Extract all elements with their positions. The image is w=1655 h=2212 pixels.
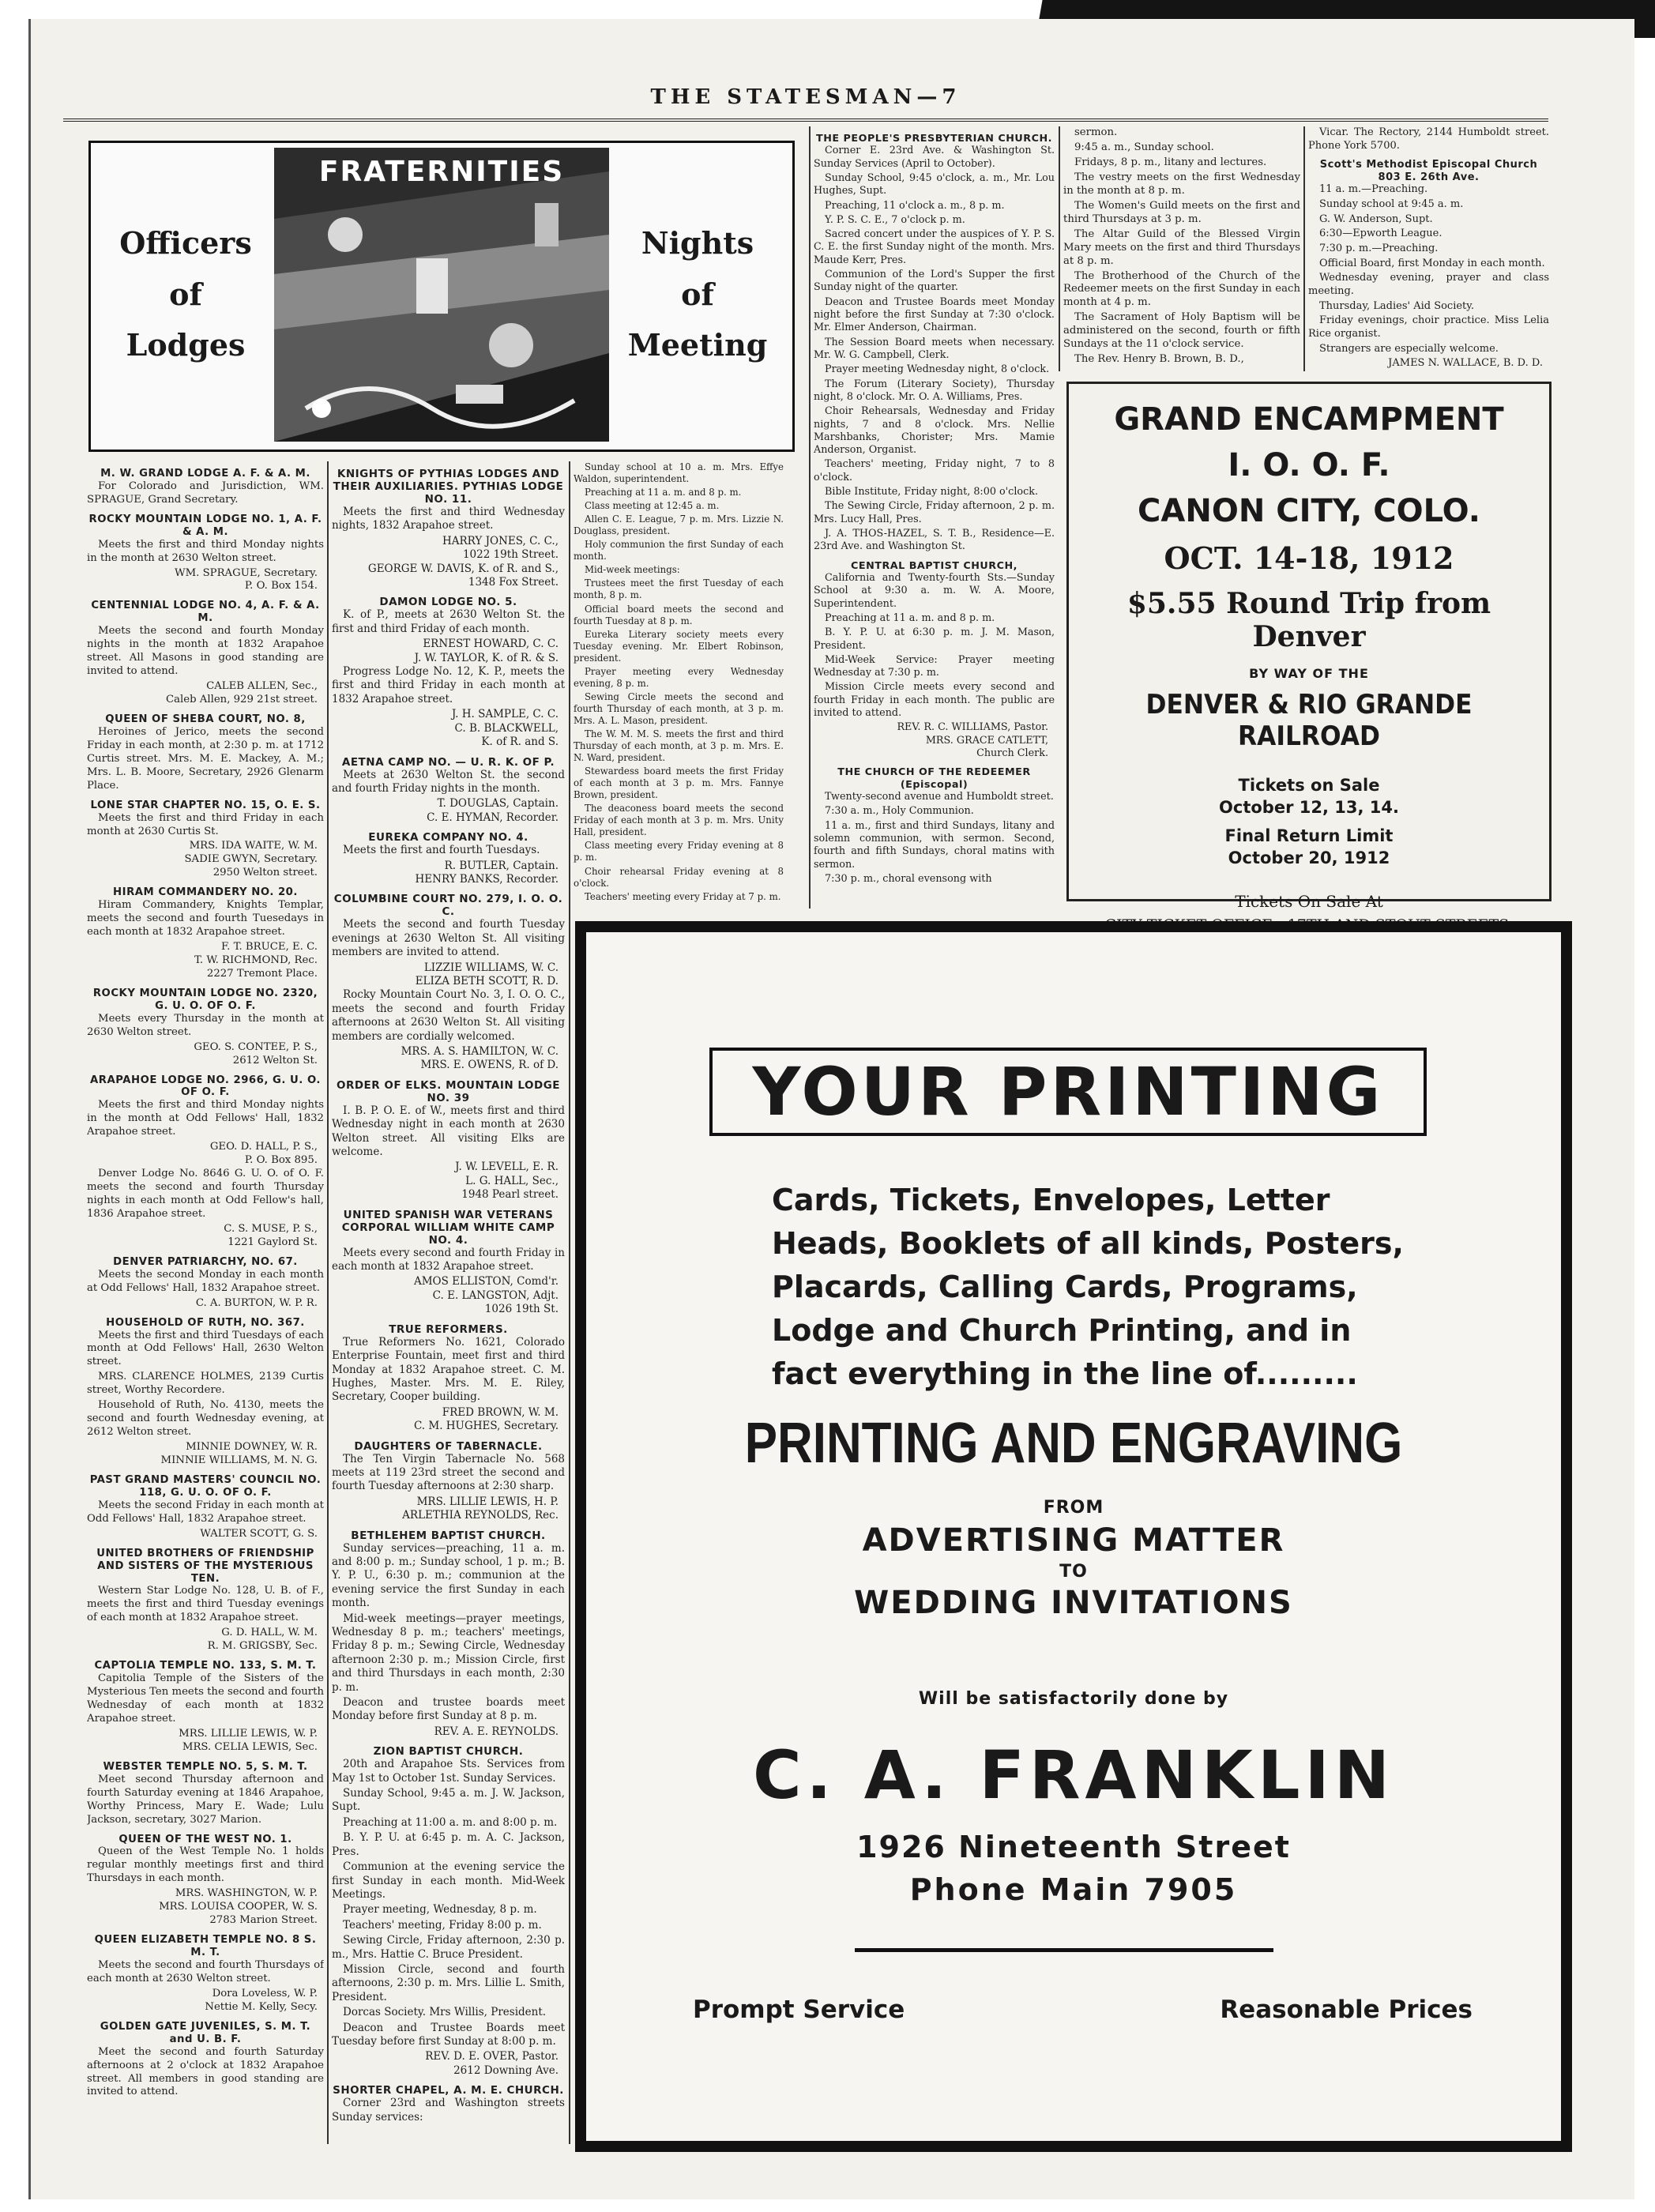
listing-signature: C. M. HUGHES, Secretary. (413, 1420, 559, 1433)
listing-signature: CALEB ALLEN, Sec., (206, 680, 318, 693)
ad-line: Final Return Limit (1224, 826, 1394, 845)
listing-text: Corner E. 23rd Ave. & Washington St. Sunday Services (April to October). (814, 145, 1055, 170)
listing-signature: REV. R. C. WILLIAMS, Pastor. (897, 721, 1048, 734)
listing-signature: G. D. HALL, W. M. (221, 1627, 318, 1639)
listing-signature: C. E. HYMAN, Recorder. (427, 811, 559, 824)
listing-text: Choir rehearsal Friday evening at 8 o'clock. (574, 865, 784, 889)
listing-text: The deaconess board meets the second Friday of each month at 3 p. m. Mrs. Unity Hall, president. (574, 803, 784, 838)
printing-satisfaction: Will be satisfactorily done by (918, 1689, 1229, 1709)
listing-signature: GEO. S. CONTEE, P. S., (194, 1040, 318, 1053)
listing-text: Mission Circle meets every second and fourth Friday in each month. The public are invited to attend. (814, 681, 1055, 720)
listing-text: The vestry meets on the first Wednesday in the month at 8 p. m. (1063, 171, 1300, 197)
listing-text: Mission Circle, second and fourth afternoons, 2:30 p. m. Mrs. Lillie L. Smith, President. (332, 1962, 565, 2003)
banner-right-line: of (681, 276, 714, 312)
listing-text: Deacon and Trustee Boards meet Monday night before the first Sunday at 7:30 o'clock. Mr. Elmer Anderson, Chairman. (814, 295, 1055, 334)
listing-text: Sunday services—preaching, 11 a. m. and 8:00 p. m.; Sunday school, 1 p. m.; B. Y. P. U., 6:30 p. m.; communion at the evening service the first Sunday in each month. (332, 1541, 565, 1610)
listing-text: 9:45 a. m., Sunday school. (1074, 141, 1214, 153)
ad-line: I. O. O. F. (1228, 447, 1390, 483)
listing-text: Meets the first and third Monday nights in the month at Odd Fellows' Hall, 1832 Arapahoe street. (87, 1099, 324, 1138)
listing-text: B. Y. P. U. at 6:30 p. m. J. M. Mason, President. (814, 626, 1055, 652)
listing-text: Official board meets the second and fourth Tuesday at 8 p. m. (574, 603, 784, 626)
listing-heading: CAPTOLIA TEMPLE NO. 133, S. M. T. (94, 1660, 317, 1672)
listing-text: For Colorado and Jurisdiction, WM. SPRAGUE, Grand Secretary. (87, 480, 324, 506)
listing-text: J. A. THOS-HAZEL, S. T. B., Residence—E. 23rd Ave. and Washington St. (814, 528, 1055, 553)
listing-text: Meets the second and fourth Monday nights in the month at 1832 Arapahoe street. All Masons in good standing are invited to attend. (87, 625, 324, 678)
listing-text: Hiram Commandery, Knights Templar, meets the second and fourth Tuesedays in each month at 1832 Arapahoe street. (87, 899, 324, 939)
listing-text: sermon. (1074, 126, 1118, 138)
listing-signature: MRS. GRACE CATLETT, (925, 734, 1048, 747)
listing-text: Meets the second Monday in each month at Odd Fellows' Hall, 1832 Arapahoe street. (87, 1268, 324, 1294)
listing-signature: T. W. RICHMOND, Rec. (194, 954, 318, 967)
listing-text: California and Twenty-fourth Sts.—Sunday School at 9:30 a. m. W. A. Moore, Superintendent. (814, 571, 1055, 610)
listing-text: G. W. Anderson, Supt. (1319, 213, 1433, 225)
listing-text: Communion of the Lord's Supper the first Sunday night of the quarter. (814, 269, 1055, 294)
listing-text: Prayer meeting every Wednesday evening, 8 p. m. (574, 665, 784, 689)
listing-text: Teachers' meeting, Friday night, 7 to 8 o'clock. (814, 458, 1055, 483)
listing-heading: M. W. GRAND LODGE A. F. & A. M. (100, 468, 310, 480)
listing-text: True Reformers No. 1621, Colorado Enterprise Fountain, meet first and third Monday at 1832 Arapahoe street. C. M. Hughes, Master. Mrs. M. E. Riley, Secretary, Cooper building. (332, 1335, 565, 1404)
listing-signature: REV. D. E. OVER, Pastor. (425, 2050, 559, 2063)
listing-heading: CENTENNIAL LODGE NO. 4, A. F. & A. M. (91, 600, 320, 625)
listing-signature: 2612 Downing Ave. (453, 2063, 559, 2077)
header-rule (63, 118, 1548, 122)
listing-signature: T. DOUGLAS, Captain. (437, 797, 559, 811)
listing-signature: WALTER SCOTT, G. S. (200, 1527, 318, 1540)
printer-name: C. A. FRANKLIN (752, 1736, 1395, 1814)
listing-text: Denver Lodge No. 8646 G. U. O. of O. F. meets the second and fourth Thursday nights in each month at Odd Fellow's hall, 1836 Arapahoe street. (87, 1168, 324, 1220)
listing-text: Communion at the evening service the first Sunday in each month. Mid-Week Meetings. (332, 1860, 565, 1901)
printing-rule (855, 1948, 1273, 1952)
listing-heading: QUEEN OF SHEBA COURT, NO. 8, (105, 713, 306, 725)
fraternities-banner (88, 141, 795, 452)
listing-signature: SADIE GWYN, Secretary. (184, 853, 318, 866)
listing-text: Meets the first and third Tuesdays of each month at Odd Fellows' Hall, 2630 Welton street. (87, 1329, 324, 1368)
banner-title: FRATERNITIES (318, 156, 565, 188)
column-rule (1303, 126, 1305, 371)
listing-text: 6:30—Epworth League. (1319, 228, 1442, 240)
listing-text: Y. P. S. C. E., 7 o'clock p. m. (825, 213, 965, 226)
listing-text: Prayer meeting Wednesday night, 8 o'clock. (825, 363, 1050, 376)
listing-text: Strangers are especially welcome. (1319, 342, 1499, 355)
listing-signature: J. W. LEVELL, E. R. (455, 1161, 559, 1174)
listing-signature: HARRY JONES, C. C., (442, 534, 559, 547)
prompt-service: Prompt Service (693, 1996, 905, 2024)
listing-text: Sunday School, 9:45 a. m. J. W. Jackson, Supt. (332, 1787, 565, 1814)
listing-signature: C. A. BURTON, W. P. R. (195, 1296, 318, 1309)
listing-text: 7:30 p. m.—Preaching. (1319, 243, 1439, 255)
listing-text: Class meeting every Friday evening at 8 p. m. (574, 840, 784, 863)
listing-text: Sewing Circle, Friday afternoon, 2:30 p. m., Mrs. Hattie C. Bruce President. (332, 1934, 565, 1961)
listing-signature: MRS. IDA WAITE, W. M. (189, 840, 318, 852)
listing-text: Mid-week meetings: (585, 564, 680, 576)
listing-heading: BETHLEHEM BAPTIST CHURCH. (351, 1529, 546, 1542)
listing-heading: ZION BAPTIST CHURCH. (373, 1745, 524, 1759)
listing-signature: MINNIE DOWNEY, W. R. (186, 1441, 318, 1454)
listing-text: 7:30 p. m., choral evensong with (825, 872, 992, 885)
listing-text: Mid-week meetings—prayer meetings, Wednesday 8 p. m.; teachers' meetings, Friday 8 p. m.; Sewing Circle, Wednesday afternoon 2:30 p. m.; Mission Circle, first and third Thursdays in each month, 2:30 p. m. (332, 1612, 565, 1694)
listing-text: Preaching at 11 a. m. and 8 p. m. (825, 611, 995, 624)
listing-signature: AMOS ELLISTON, Comd'r. (413, 1275, 559, 1288)
ad-line: CANON CITY, COLO. (1138, 493, 1480, 529)
banner-right-line: Nights (641, 225, 754, 261)
column-lodges-1 (87, 461, 324, 2136)
listing-heading: HOUSEHOLD OF RUTH, NO. 367. (106, 1316, 305, 1329)
listing-text: Meets the second and fourth Tuesday evenings at 2630 Welton St. All visiting members are invited to attend. (332, 918, 565, 959)
column-rule (327, 461, 329, 2144)
listing-text: Corner 23rd and Washington streets Sunday services: (332, 2097, 565, 2124)
listing-signature: GEORGE W. DAVIS, K. of R. and S., (367, 562, 559, 575)
printing-to: TO (1059, 1562, 1088, 1582)
listing-signature: K. of R. and S. (481, 735, 559, 749)
listing-text: Dorcas Society. Mrs Willis, President. (343, 2006, 547, 2019)
listing-signature: P. O. Box 895. (244, 1154, 318, 1167)
listing-text: Bible Institute, Friday night, 8:00 o'clock. (825, 486, 1038, 498)
ad-return-limit (1069, 825, 1549, 869)
listing-text: Fridays, 8 p. m., litany and lectures. (1074, 156, 1267, 168)
listing-text: Preaching at 11 a. m. and 8 p. m. (585, 487, 742, 498)
listing-heading: PAST GRAND MASTERS' COUNCIL NO. 118, G. U. O. OF O. F. (89, 1474, 322, 1499)
listing-signature: JAMES N. WALLACE, B. D. D. (1388, 357, 1543, 370)
listing-signature: ARLETHIA REYNOLDS, Rec. (402, 1509, 559, 1522)
listing-heading: EUREKA COMPANY NO. 4. (368, 831, 528, 845)
listing-signature: MRS. A. S. HAMILTON, W. C. (401, 1045, 559, 1058)
listing-text: Mid-Week Service: Prayer meeting Wednesday at 7:30 p. m. (814, 653, 1055, 679)
listing-text: Preaching at 11:00 a. m. and 8:00 p. m. (343, 1815, 558, 1829)
listing-signature: R. M. GRIGSBY, Sec. (207, 1640, 318, 1653)
printer-phone: Phone Main 7905 (909, 1872, 1238, 1907)
listing-text: Sacred concert under the auspices of Y. P. S. C. E. the first Sunday night of the month. Mrs. Maude Kerr, Pres. (814, 228, 1055, 266)
listing-signature: 1026 19th St. (484, 1303, 559, 1316)
listing-signature: C. S. MUSE, P. S., (224, 1222, 318, 1235)
listing-signature: ELIZA BETH SCOTT, R. D. (415, 974, 559, 988)
listing-text: Preaching, 11 o'clock a. m., 8 p. m. (825, 199, 1005, 212)
listing-heading: AETNA CAMP NO. — U. R. K. OF P. (341, 755, 555, 769)
ad-line: BY WAY OF THE (1249, 666, 1369, 681)
listing-text: 11 a. m.—Preaching. (1319, 183, 1428, 196)
listing-text: The Ten Virgin Tabernacle No. 568 meets at 119 23rd street the second and fourth Tuesday afternoons at 2:30 sharp. (332, 1452, 565, 1493)
printing-headline: YOUR PRINTING (709, 1048, 1427, 1136)
listing-heading: UNITED SPANISH WAR VETERANS CORPORAL WILLIAM WHITE CAMP NO. 4. (341, 1208, 555, 1247)
listing-heading: THE PEOPLE'S PRESBYTERIAN CHURCH. (816, 133, 1052, 145)
grand-encampment-ad (1066, 382, 1552, 911)
listing-heading: DAMON LODGE NO. 5. (379, 596, 517, 609)
listing-text: Meet the second and fourth Saturday afternoons at 2 o'clock at 1832 Arapahoe street. All members in good standing are invited to attend. (87, 2045, 324, 2098)
listing-text: MRS. CLARENCE HOLMES, 2139 Curtis street, Worthy Recordere. (87, 1371, 324, 1397)
listing-heading: SHORTER CHAPEL, A. M. E. CHURCH. (333, 2084, 564, 2097)
listing-text: Capitolia Temple of the Sisters of the Mysterious Ten meets the second and fourth Wednesday of each month at 1832 Arapahoe street. (87, 1672, 324, 1725)
ad-line: Tickets on Sale (1238, 776, 1380, 795)
listing-text: Sunday school at 9:45 a. m. (1319, 198, 1464, 211)
listing-signature: MRS. WASHINGTON, W. P. (175, 1887, 318, 1900)
listing-signature: REV. A. E. REYNOLDS. (434, 1725, 559, 1738)
banner-right-line: Meeting (627, 327, 768, 363)
listing-text: Choir Rehearsals, Wednesday and Friday nights, 7 and 8 o'clock. Mrs. Nellie Marshbanks, Chorister; Mrs. Mamie Anderson, Organist. (814, 405, 1055, 457)
listing-text: Stewardess board meets the first Friday of each month at 3 p. m. Mrs. Fannye Brown, president. (574, 766, 784, 801)
listing-signature: FRED BROWN, W. M. (442, 1405, 559, 1419)
printing-ad (575, 921, 1572, 2152)
listing-signature: J. W. TAYLOR, K. of R. & S. (414, 651, 559, 664)
listing-text: Meet second Thursday afternoon and fourth Saturday evening at 1846 Arapahoe, Worthy Princess, Mary E. Wade; Lulu Jackson, secretary, 3027 Marion. (87, 1773, 324, 1826)
listing-heading: ARAPAHOE LODGE NO. 2966, G. U. O. OF O. F. (90, 1074, 321, 1099)
listing-text: Rocky Mountain Court No. 3, I. O. O. C., meets the second and fourth Friday afternoons at 2630 Welton St. All visiting members are cordially welcomed. (332, 988, 565, 1043)
listing-text: Meets the first and third Monday nights in the month at 2630 Welton street. (87, 538, 324, 564)
listing-heading: THE CHURCH OF THE REDEEMER (Episcopal) (837, 766, 1031, 791)
listing-heading: UNITED BROTHERS OF FRIENDSHIP AND SISTERS OF THE MYSTERIOUS TEN. (96, 1547, 314, 1585)
banner-left-line: Officers (119, 225, 252, 261)
listing-text: Holy communion the first Sunday of each month. (574, 539, 784, 562)
listing-text: Official Board, first Monday in each month. (1319, 257, 1545, 269)
listing-text: Meets every second and fourth Friday in each month at 1832 Arapahoe street. (332, 1246, 565, 1273)
banner-left-line: Lodges (126, 327, 246, 363)
listing-text: B. Y. P. U. at 6:45 p. m. A. C. Jackson, Pres. (332, 1831, 565, 1858)
listing-signature: F. T. BRUCE, E. C. (221, 941, 318, 954)
listing-text: The Altar Guild of the Blessed Virgin Mary meets on the first and third Thursdays at 8 p. m. (1063, 228, 1300, 267)
ad-line: October 12, 13, 14. (1219, 798, 1399, 817)
listing-text: The W. M. M. S. meets the first and third Thursday of each month, at 3 p. m. Mrs. E. N. Ward, president. (574, 728, 784, 764)
listing-signature: MRS. CELIA LEWIS, Sec. (182, 1740, 318, 1753)
listing-text: 20th and Arapahoe Sts. Services from May 1st to October 1st. Sunday Services. (332, 1758, 565, 1785)
listing-text: Sewing Circle meets the second and fourth Thursday of each month, at 3 p. m. Mrs. A. L. Mason, president. (574, 690, 784, 726)
listing-text: Progress Lodge No. 12, K. P., meets the first and third Friday in each month at 1832 Arapahoe street. (332, 665, 565, 705)
listing-heading: QUEEN ELIZABETH TEMPLE NO. 8 S. M. T. (94, 1934, 317, 1959)
listing-text: I. B. P. O. E. of W., meets first and third Wednesday night in each month at 2630 Welton street. All visiting Elks are welcome. (332, 1104, 565, 1159)
listing-text: Wednesday evening, prayer and class meeting. (1308, 272, 1549, 297)
listing-signature: 1022 19th Street. (462, 548, 559, 562)
listing-heading: DENVER PATRIARCHY, NO. 67. (113, 1255, 298, 1268)
listing-signature: MRS. LILLIE LEWIS, W. P. (179, 1727, 318, 1740)
banner-left-line: of (169, 276, 202, 312)
listing-signature: 2612 Welton St. (232, 1054, 318, 1066)
listing-signature: MRS. LILLIE LEWIS, H. P. (416, 1495, 559, 1508)
listing-text: Meets every Thursday in the month at 2630 Welton street. (87, 1012, 324, 1038)
listing-signature: ERNEST HOWARD, C. C. (423, 638, 559, 651)
listing-text: Class meeting at 12:45 a. m. (585, 500, 720, 512)
listing-signature: 1948 Pearl street. (461, 1188, 559, 1202)
column-churches-4 (1308, 126, 1549, 371)
listing-text: The Women's Guild meets on the first and third Thursdays at 3 p. m. (1063, 199, 1300, 225)
listing-heading: CENTRAL BAPTIST CHURCH, (851, 559, 1017, 572)
listing-text: The Sewing Circle, Friday afternoon, 2 p. m. Mrs. Lucy Hall, Pres. (814, 500, 1055, 525)
listing-text: Deacon and Trustee Boards meet Tuesday before first Sunday at 8:00 p. m. (332, 2021, 565, 2048)
listing-text: 11 a. m., first and third Sundays, litany and solemn communion, with sermon. Second, fourth and fifth Sundays, choral matins with sermon. (814, 819, 1055, 871)
ad-line: DENVER & RIO GRANDE RAILROAD (1145, 689, 1473, 752)
listing-signature: 1348 Fox Street. (468, 576, 559, 589)
listing-signature: HENRY BANKS, Recorder. (415, 872, 559, 886)
listing-text: Teachers' meeting every Friday at 7 p. m. (585, 890, 781, 902)
listing-signature: WM. SPRAGUE, Secretary. (174, 566, 318, 579)
listing-signature: C. B. BLACKWELL, (454, 721, 559, 735)
listing-text: Meets the first and fourth Tuesdays. (343, 844, 540, 857)
listing-heading: ORDER OF ELKS. MOUNTAIN LODGE NO. 39 (336, 1078, 561, 1104)
listing-signature: LIZZIE WILLIAMS, W. C. (423, 961, 559, 974)
listing-text: Eureka Literary society meets every Tuesday evening. Mr. Elbert Robinson, president. (574, 628, 784, 664)
listing-heading: GOLDEN GATE JUVENILES, S. M. T. and U. B. F. (100, 2020, 311, 2045)
listing-text: Teachers' meeting, Friday 8:00 p. m. (343, 1918, 542, 1932)
listing-text: Allen C. E. League, 7 p. m. Mrs. Lizzie N. Douglass, president. (574, 514, 784, 537)
printing-advertising: ADVERTISING MATTER (862, 1522, 1285, 1559)
listing-text: Meets the second and fourth Thursdays of each month at 2630 Welton street. (87, 1959, 324, 1984)
listing-signature: 2950 Welton street. (213, 867, 318, 879)
listing-signature: GEO. D. HALL, P. S., (209, 1141, 318, 1153)
listing-signature: MRS. E. OWENS, R. of D. (420, 1059, 559, 1072)
listing-signature: L. G. HALL, Sec., (465, 1174, 559, 1187)
column-rule (1059, 126, 1060, 371)
listing-signature: J. H. SAMPLE, C. C. (451, 708, 559, 721)
listing-text: The Rev. Henry B. Brown, B. D., (1074, 353, 1244, 366)
listing-heading: COLUMBINE COURT NO. 279, I. O. O. C. (333, 893, 563, 919)
listing-text: Household of Ruth, No. 4130, meets the second and fourth Wednesday evening, at 2612 Welton street. (87, 1399, 324, 1439)
listing-heading: TRUE REFORMERS. (389, 1322, 508, 1336)
listing-text: Meets the second Friday in each month at Odd Fellows' Hall, 1832 Arapahoe street. (87, 1499, 324, 1525)
listing-signature: P. O. Box 154. (244, 580, 318, 592)
banner-left-panel (99, 152, 273, 437)
column-rule (569, 461, 570, 2144)
listing-text: Sunday school at 10 a. m. Mrs. Effye Waldon, superintendent. (574, 461, 784, 485)
listing-signature: Nettie M. Kelly, Secy. (205, 2000, 318, 2013)
illustration-artwork (274, 148, 609, 442)
printing-main-title: PRINTING AND ENGRAVING (744, 1412, 1403, 1475)
column-lodges-2 (332, 461, 565, 2136)
listing-text: Deacon and trustee boards meet Monday before first Sunday at 8 p. m. (332, 1696, 565, 1723)
listing-signature: Caleb Allen, 929 21st street. (165, 694, 318, 706)
listing-text: The Session Board meets when necessary. Mr. W. G. Campbell, Clerk. (814, 336, 1055, 361)
listing-text: The Sacrament of Holy Baptism will be administered on the second, fourth or fifth Sundays at the 11 o'clock service. (1063, 311, 1300, 351)
listing-text: Twenty-second avenue and Humboldt street. (825, 790, 1054, 803)
listing-heading: WEBSTER TEMPLE NO. 5, S. M. T. (103, 1760, 308, 1773)
listing-text: 7:30 a. m., Holy Communion. (825, 805, 974, 818)
ad-line: GRAND ENCAMPMENT (1114, 401, 1504, 438)
listing-heading: ROCKY MOUNTAIN LODGE NO. 1, A. F. & A. M. (88, 513, 322, 538)
fraternities-illustration (274, 148, 609, 442)
listing-text: Heroines of Jerico, meets the second Friday in each month, at 2:30 p. m. at 1712 Curtis street. Mrs. M. E. Mackey, A. M.; Mrs. L. B. Moore, Secretary, 2926 Glenarm Place. (87, 725, 324, 792)
listing-text: K. of P., meets at 2630 Welton St. the first and third Friday of each month. (332, 608, 565, 635)
listing-heading: ROCKY MOUNTAIN LODGE NO. 2320, G. U. O. OF O. F. (92, 987, 318, 1012)
listing-heading: DAUGHTERS OF TABERNACLE. (354, 1439, 543, 1453)
printing-wedding: WEDDING INVITATIONS (854, 1585, 1293, 1621)
listing-text: Trustees meet the first Tuesday of each month, 8 p. m. (574, 577, 784, 601)
listing-text: Queen of the West Temple No. 1 holds regular monthly meetings first and third Thursdays in each month. (87, 1845, 324, 1885)
ad-sale-dates (1069, 774, 1549, 818)
printing-range (586, 1498, 1561, 1621)
listing-signature: 2783 Marion Street. (209, 1914, 318, 1927)
listing-signature: C. E. LANGSTON, Adjt. (432, 1288, 559, 1302)
printing-from: FROM (1043, 1498, 1104, 1518)
printing-services-list: Cards, Tickets, Envelopes, Letter Heads, Booklets of all kinds, Posters, Placards, Calling Cards, Programs, Lodge and Church Printing, and in fact everything in the line of......... (772, 1183, 1404, 1391)
listing-text: The Forum (Literary Society), Thursday night, 8 o'clock. Mr. O. A. Williams, Pres. (814, 378, 1055, 403)
column-churches-1 (574, 461, 784, 904)
listing-heading: Scott's Methodist Episcopal Church 803 E. 26th Ave. (1319, 159, 1538, 183)
listing-heading: KNIGHTS OF PYTHIAS LODGES AND THEIR AUXILIARIES. PYTHIAS LODGE NO. 11. (333, 468, 564, 506)
printer-address: 1926 Nineteenth Street (856, 1830, 1291, 1864)
listing-signature: 1221 Gaylord St. (228, 1236, 318, 1248)
listing-heading: QUEEN OF THE WEST NO. 1. (118, 1833, 292, 1845)
listing-text: Thursday, Ladies' Aid Society. (1319, 299, 1475, 312)
listing-text: Meets at 2630 Welton St. the second and fourth Friday nights in the month. (332, 768, 565, 795)
listing-heading: LONE STAR CHAPTER NO. 15, O. E. S. (90, 799, 321, 811)
listing-text: Meets the first and third Friday in each month at 2630 Curtis St. (87, 811, 324, 837)
ad-line: October 20, 1912 (1228, 848, 1390, 867)
ad-line: OCT. 14-18, 1912 (1164, 540, 1454, 576)
listing-text: Western Star Lodge No. 128, U. B. of F., meets the first and third Tuesday evenings of each month at 1832 Arapahoe street. (87, 1585, 324, 1624)
listing-text: Prayer meeting, Wednesday, 8 p. m. (343, 1903, 537, 1917)
listing-text: Vicar. The Rectory, 2144 Humboldt street. Phone York 5700. (1308, 126, 1549, 152)
listing-heading: HIRAM COMMANDERY NO. 20. (113, 886, 298, 899)
listing-signature: Dora Loveless, W. P. (212, 1987, 318, 1999)
banner-right-panel (611, 152, 784, 437)
ad-line: Tickets On Sale At (1235, 892, 1383, 911)
listing-text: Friday evenings, choir practice. Miss Lelia Rice organist. (1308, 314, 1549, 340)
listing-signature: R. BUTLER, Captain. (444, 859, 559, 872)
listing-text: Sunday School, 9:45 o'clock, a. m., Mr. Lou Hughes, Supt. (814, 171, 1055, 198)
ad-line: $5.55 Round Trip from Denver (1127, 587, 1491, 653)
listing-text: Meets the first and third Wednesday nights, 1832 Arapahoe street. (332, 506, 565, 532)
column-churches-3 (1063, 126, 1300, 371)
listing-text: The Brotherhood of the Church of the Redeemer meets on the first Sunday in each month at 4 p. m. (1063, 269, 1300, 309)
reasonable-prices: Reasonable Prices (1220, 1996, 1473, 2024)
column-churches-2 (814, 126, 1055, 908)
page-header: THE STATESMAN—7 (650, 85, 961, 109)
listing-signature: 2227 Tremont Place. (206, 967, 318, 980)
listing-signature: MINNIE WILLIAMS, M. N. G. (160, 1454, 318, 1467)
column-rule (809, 126, 811, 908)
listing-signature: MRS. LOUISA COOPER, W. S. (159, 1901, 318, 1913)
listing-signature: Church Clerk. (976, 747, 1048, 760)
